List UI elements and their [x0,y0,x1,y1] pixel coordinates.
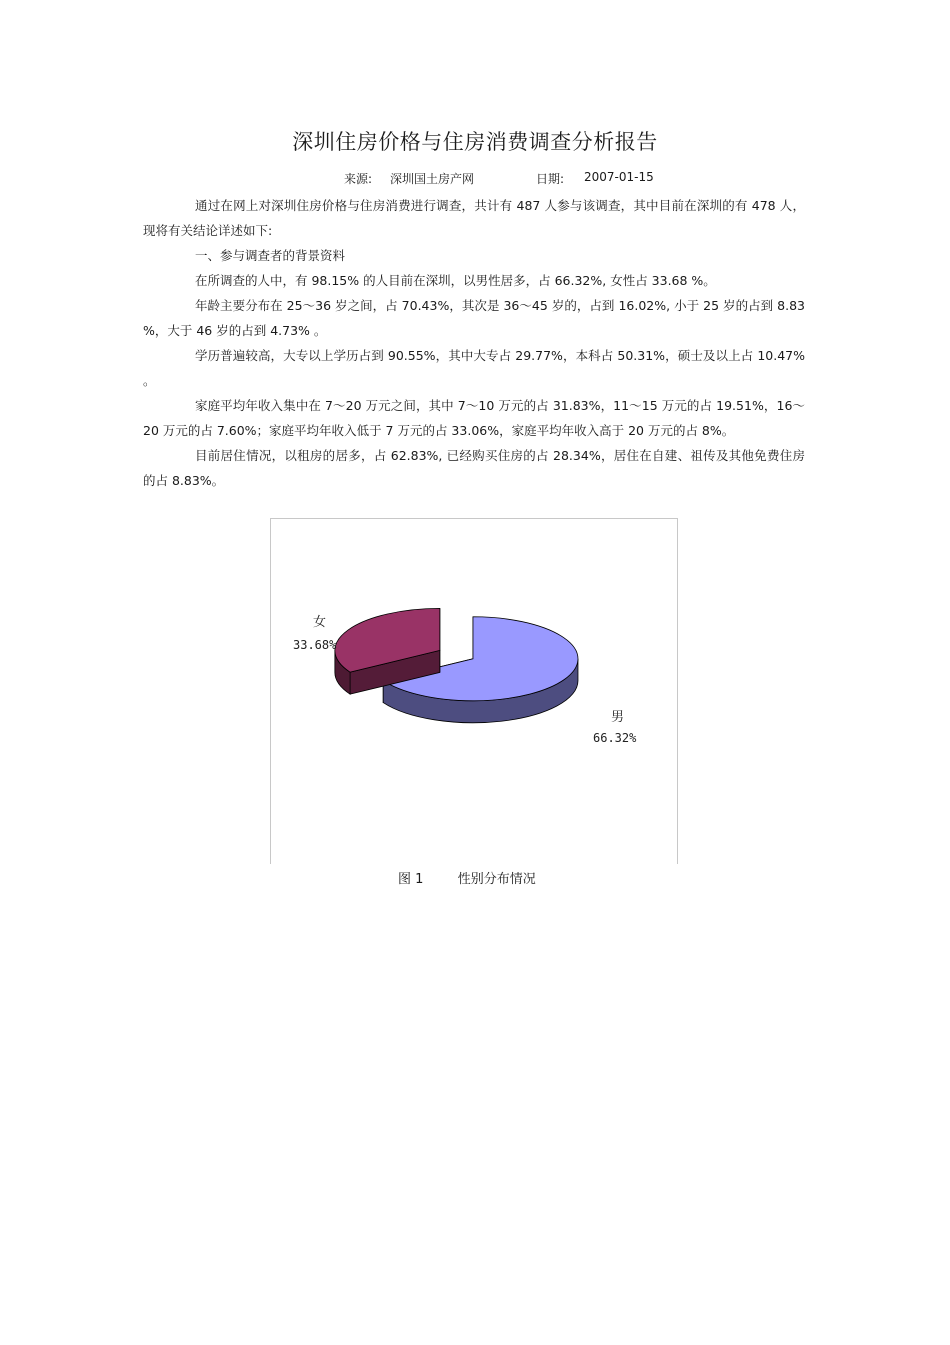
pie-label-name-0: 男 [611,710,625,725]
paragraph-housing: 目前居住情况，以租房的居多，占 62.83%, 已经购买住房的占 28.34%，居住在自建、祖传及其他免费住房的占 8.83%。 [143,448,805,488]
paragraph-income: 家庭平均年收入集中在 7～20 万元之间，其中 7～10 万元的占 31.83%，11～15 万元的占 19.51%，16～20 万元的占 7.60%；家庭平均年收入低于 7 万元的占 33.06%，家庭平均年收入高于 20 万元的占 8%。 [143,398,805,438]
pie-label-name-1: 女 [313,615,327,630]
pie-label-value-0: 66.32% [593,731,637,745]
paragraph-age: 年龄主要分布在 25～36 岁之间，占 70.43%，其次是 36～45 岁的，占到 16.02%, 小于 25 岁的占到 8.83 %，大于 46 岁的占到 4.73% 。 [143,298,805,338]
section-heading: 一、参与调查者的背景资料 [195,248,346,263]
gender-pie-figure [270,518,678,864]
source-label: 来源: [344,172,373,186]
figure-caption [398,868,536,887]
paragraph-education: 学历普遍较高，大专以上学历占到 90.55%，其中大专占 29.77%，本科占 50.31%，硕士及以上占 10.47% 。 [143,348,805,388]
paragraph-gender: 在所调查的人中，有 98.15% 的人目前在深圳，以男性居多，占 66.32%, 女性占 33.68 %。 [195,273,716,288]
paragraph-intro: 通过在网上对深圳住房价格与住房消费进行调查，共计有 487 人参与该调查，其中目前在深圳的有 478 人，现将有关结论详述如下: [143,198,805,238]
date-label: 日期: [536,172,565,186]
date-value: 2007-01-15 [584,170,654,184]
caption-number: 图 1 [398,872,424,887]
pie-chart [271,519,677,864]
source-value: 深圳国土房产网 [390,172,475,186]
report-body [143,193,805,493]
pie-label-value-1: 33.68% [293,638,337,652]
page-title: 深圳住房价格与住房消费调查分析报告 [292,130,658,154]
caption-text: 性别分布情况 [457,872,536,887]
